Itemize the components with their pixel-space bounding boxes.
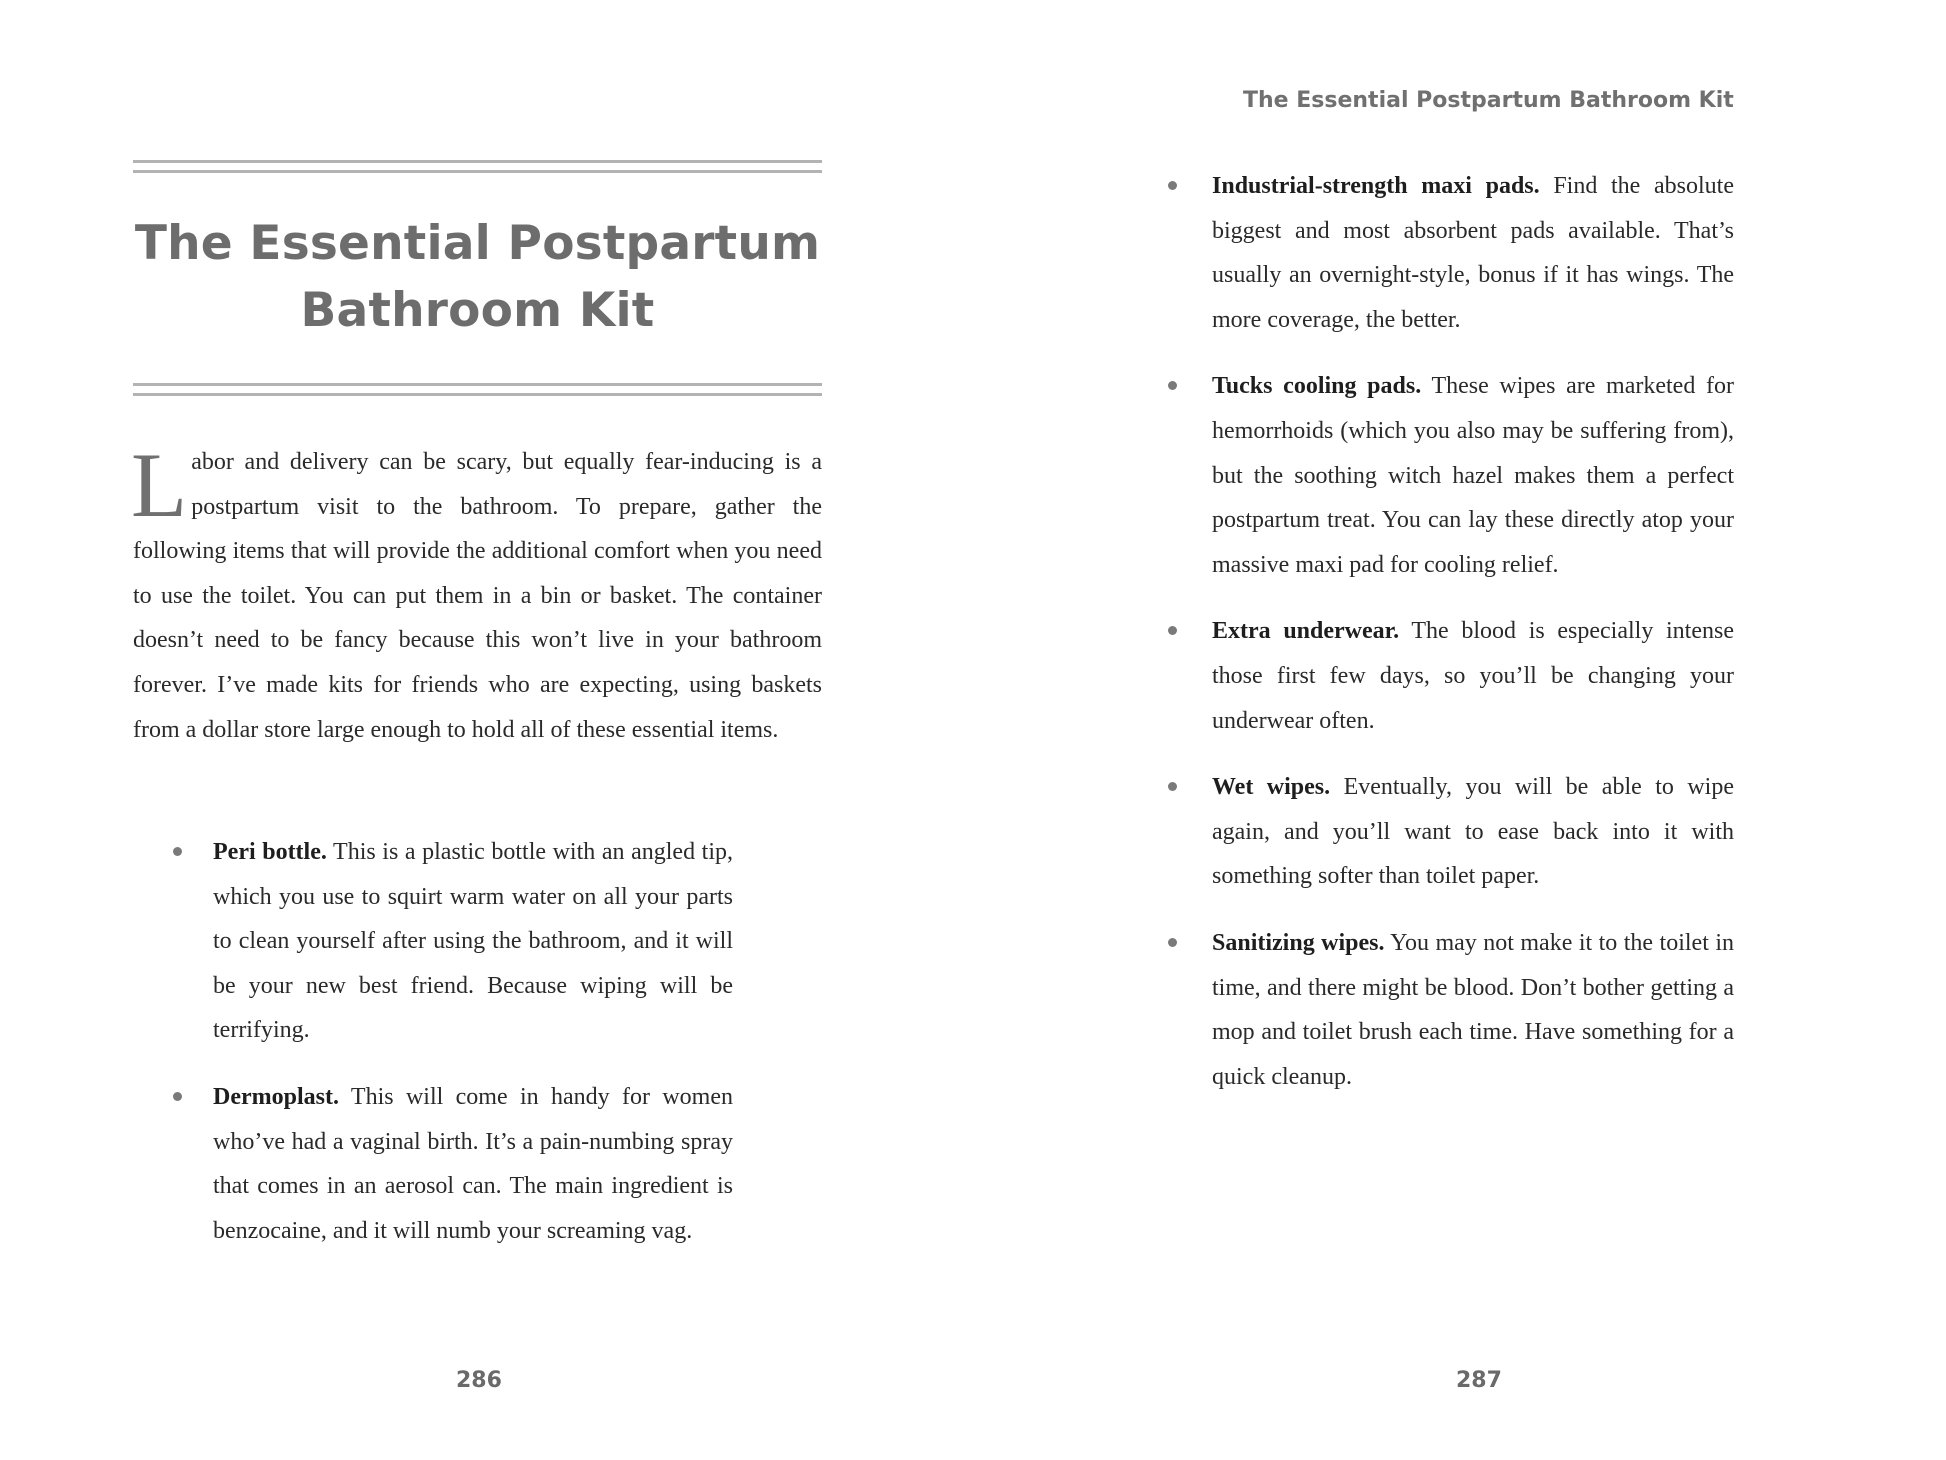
kit-item-list-right [1163, 164, 1734, 1121]
item-term: Wet wipes. [1212, 774, 1331, 801]
chapter-title-line-2: Bathroom Kit [300, 283, 655, 338]
rule-line [133, 383, 822, 386]
list-item [1163, 921, 1734, 1099]
item-description: These wipes are marketed for hemorrhoids (which you also may be suffering from), but the soothing witch hazel makes them a perfect postpartum treat. You can lay these directly atop your massive maxi pad for cooling relief. [1212, 373, 1734, 578]
bullet-icon [1168, 181, 1177, 190]
rule-line [133, 160, 822, 163]
item-description: You may not make it to the toilet in time, and there might be blood. Don’t bother getting a mop and toilet brush each time. Have something for a quick cleanup. [1212, 929, 1734, 1090]
page-number: 287 [1456, 1368, 1502, 1393]
page-number: 286 [456, 1368, 502, 1393]
title-rule-top [133, 160, 822, 173]
list-item [1163, 164, 1734, 342]
item-term: Extra underwear. [1212, 618, 1400, 645]
list-item [1163, 765, 1734, 899]
bullet-icon [1168, 381, 1177, 390]
item-term: Peri bottle. [213, 839, 327, 865]
item-term: Sanitizing wipes. [1212, 929, 1385, 956]
bullet-icon [1168, 626, 1177, 635]
chapter-title-line-1: The Essential Postpartum [134, 216, 821, 271]
item-description: The blood is especially intense those first few days, so you’ll be changing your underwear often. [1212, 618, 1734, 734]
bullet-icon [1168, 782, 1177, 791]
item-term: Tucks cooling pads. [1212, 373, 1422, 400]
bullet-icon [173, 1092, 182, 1101]
item-description: Find the absolute biggest and most absorbent pads available. That’s usually an overnight-style, bonus if it has wings. The more coverage, the better. [1212, 173, 1734, 333]
rule-line [133, 393, 822, 396]
chapter-title [133, 210, 822, 344]
list-item [1163, 609, 1734, 743]
title-rule-bottom [133, 383, 822, 396]
item-term: Dermoplast. [213, 1083, 339, 1110]
kit-item-list-left [168, 830, 733, 1275]
running-header: The Essential Postpartum Bathroom Kit [1243, 88, 1734, 113]
item-description: Eventually, you will be able to wipe again, and you’ll want to ease back into it with something softer than toilet paper. [1212, 774, 1734, 890]
item-description: This is a plastic bottle with an angled tip, which you use to squirt warm water on all your parts to clean yourself after using the bathroom, and it will be your new best friend. Because wiping will be terrifying. [213, 839, 733, 1044]
list-item [168, 1075, 733, 1253]
list-item [168, 830, 733, 1053]
list-item [1163, 364, 1734, 587]
intro-paragraph [131, 434, 822, 752]
bullet-icon [1168, 938, 1177, 947]
bullet-icon [173, 847, 182, 856]
rule-line [133, 170, 822, 173]
drop-cap: L [131, 434, 188, 536]
intro-text: abor and delivery can be scary, but equally fear-inducing is a postpartum visit to the bathroom. To prepare, gather the following items that will provide the additional comfort when you need to use the toilet. You can put them in a bin or basket. The container doesn’t need to be fancy because this won’t live in your bathroom forever. I’ve made kits for friends who are expecting, using baskets from a dollar store large enough to hold all of these essential items. [133, 449, 822, 743]
item-description: This will come in handy for women who’ve had a vaginal birth. It’s a pain-numbing spray that comes in an aerosol can. The main ingredient is benzocaine, and it will numb your screaming vag. [213, 1083, 733, 1244]
item-term: Industrial-strength maxi pads. [1212, 173, 1540, 199]
